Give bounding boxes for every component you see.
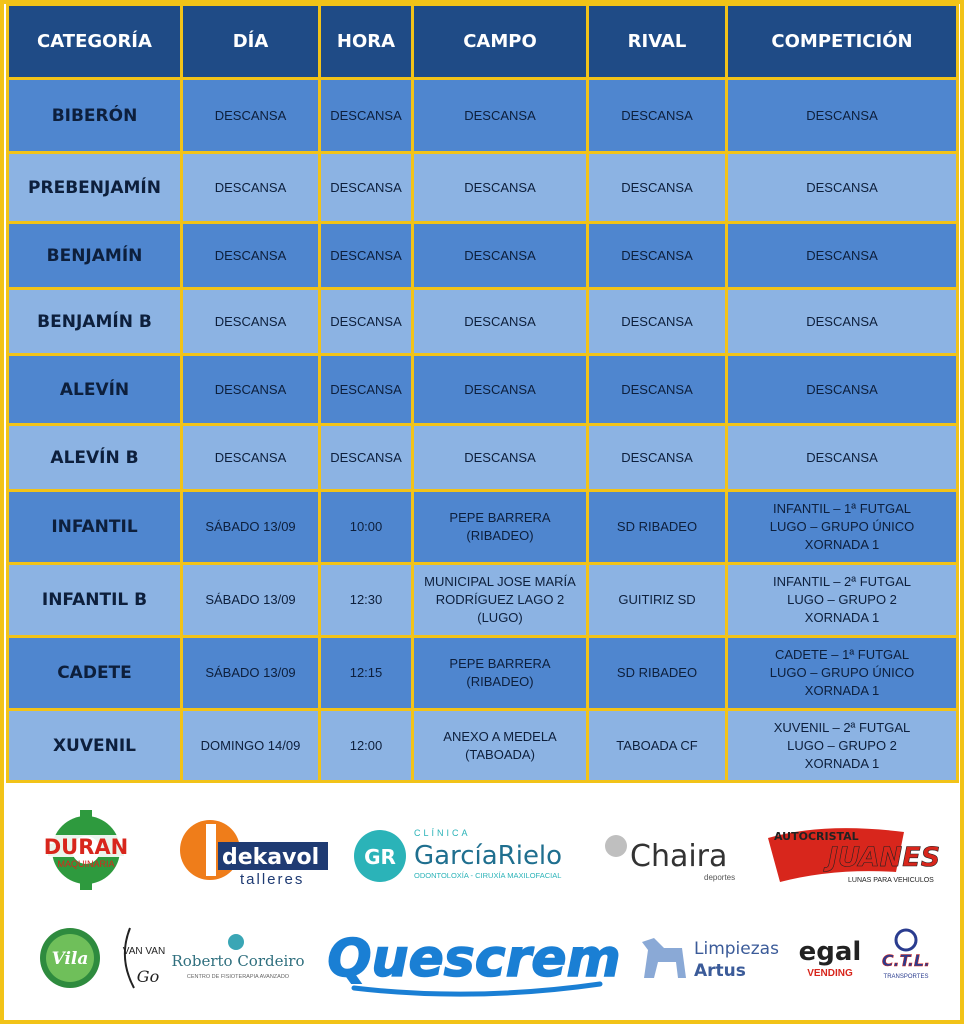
dekavol-sub: talleres [240, 871, 305, 888]
cell-campo-line: (LUGO) [477, 610, 523, 625]
garcia-rielo-top: CLÍNICA [414, 828, 471, 838]
cell-competicion: DESCANSA [727, 79, 958, 153]
cell-rival: DESCANSA [588, 223, 727, 289]
cell-hora: DESCANSA [320, 153, 413, 223]
header-competicion: COMPETICIÓN [727, 5, 958, 79]
cell-dia: SÁBADO 13/09 [182, 637, 320, 710]
cell-categoria: INFANTIL B [8, 564, 182, 637]
vanvan-name: VAN VAN [122, 946, 166, 957]
header-hora: HORA [320, 5, 413, 79]
cell-competicion: DESCANSA [727, 153, 958, 223]
cell-dia: DOMINGO 14/09 [182, 710, 320, 782]
table-row [8, 355, 958, 425]
cell-competicion [727, 710, 958, 782]
cell-competicion: DESCANSA [727, 355, 958, 425]
juanes-sub: LUNAS PARA VEHICULOS [848, 877, 934, 884]
schedule-body [8, 79, 958, 782]
cell-campo-line: (RIBADEO) [466, 674, 534, 689]
cell-campo-line: PEPE BARRERA [449, 510, 551, 525]
cell-dia: SÁBADO 13/09 [182, 491, 320, 564]
cell-categoria: INFANTIL [8, 491, 182, 564]
duran-sub: MAQUINARIA [57, 859, 115, 869]
cell-dia: DESCANSA [182, 425, 320, 491]
cell-competicion-line: INFANTIL – 2ª FUTGAL [773, 574, 911, 589]
table-row [8, 564, 958, 637]
cell-campo: DESCANSA [413, 153, 588, 223]
duran-logo [34, 810, 138, 890]
header-row [8, 5, 958, 79]
cell-categoria: BENJAMÍN [8, 223, 182, 289]
svg-text:GR: GR [364, 845, 396, 869]
cell-competicion [727, 564, 958, 637]
cell-categoria: ALEVÍN B [8, 425, 182, 491]
cell-campo [413, 564, 588, 637]
cell-rival: DESCANSA [588, 355, 727, 425]
cordeiro-logo [172, 932, 304, 984]
artus-line1: Limpiezas [694, 939, 779, 959]
cell-campo: DESCANSA [413, 289, 588, 355]
table-row [8, 223, 958, 289]
cell-hora: DESCANSA [320, 355, 413, 425]
quescrem-logo [324, 914, 624, 1004]
cell-campo [413, 710, 588, 782]
juanes-logo [764, 820, 940, 890]
dekavol-name: dekavol [222, 845, 320, 870]
ctl-name: C.T.L. [881, 951, 931, 970]
cell-competicion-line: CADETE – 1ª FUTGAL [774, 647, 910, 662]
cell-categoria: CADETE [8, 637, 182, 710]
table-row [8, 79, 958, 153]
cell-rival: DESCANSA [588, 153, 727, 223]
chaira-sub: deportes [704, 873, 736, 882]
cell-rival: TABOADA CF [588, 710, 727, 782]
cell-dia: DESCANSA [182, 289, 320, 355]
cell-rival: DESCANSA [588, 79, 727, 153]
cell-competicion: DESCANSA [727, 425, 958, 491]
cell-rival: DESCANSA [588, 289, 727, 355]
cell-rival: SD RIBADEO [588, 637, 727, 710]
header-categoria: CATEGORÍA [8, 5, 182, 79]
cell-categoria: BENJAMÍN B [8, 289, 182, 355]
cell-competicion [727, 637, 958, 710]
cell-hora: DESCANSA [320, 425, 413, 491]
header-campo: CAMPO [413, 5, 588, 79]
cell-campo-line: ANEXO A MEDELA [443, 728, 557, 744]
cell-campo: DESCANSA [413, 355, 588, 425]
egal-name: egal [798, 937, 862, 967]
cordeiro-name: Roberto Cordeiro [172, 952, 304, 970]
cell-competicion-line: LUGO – GRUPO ÚNICO [769, 519, 915, 534]
garcia-rielo-name: GarcíaRielo [414, 841, 563, 871]
duran-name: DURAN [43, 835, 129, 859]
cell-campo [413, 637, 588, 710]
cell-hora: 10:00 [320, 491, 413, 564]
egal-logo [794, 930, 866, 982]
cell-campo-line: (RIBADEO) [466, 528, 534, 543]
cell-categoria: BIBERÓN [8, 79, 182, 153]
table-row [8, 637, 958, 710]
table-row [8, 153, 958, 223]
cell-campo-line: (TABOADA) [465, 746, 535, 762]
cell-dia: DESCANSA [182, 153, 320, 223]
cell-hora: DESCANSA [320, 79, 413, 153]
cell-competicion-line: LUGO – GRUPO 2 [787, 592, 897, 607]
garcia-rielo-sub: ODONTOLOXÍA - CIRUXÍA MAXILOFACIAL [414, 871, 562, 880]
artus-logo [638, 928, 788, 984]
cordeiro-sub: CENTRO DE FISIOTERAPIA AVANZADO [186, 974, 290, 980]
header-dia: DÍA [182, 5, 320, 79]
cell-competicion: DESCANSA [727, 289, 958, 355]
table-row [8, 289, 958, 355]
table-row [8, 491, 958, 564]
egal-sub: VENDING [807, 968, 853, 979]
artus-line2: Artus [694, 961, 746, 981]
cell-campo: DESCANSA [413, 223, 588, 289]
schedule-table [6, 3, 959, 783]
cell-dia: SÁBADO 13/09 [182, 564, 320, 637]
cell-competicion: DESCANSA [727, 223, 958, 289]
cell-competicion-line: XUVENIL – 2ª FUTGAL [773, 719, 911, 735]
dekavol-logo [178, 818, 328, 888]
vila-name: Vila [51, 949, 89, 969]
ctl-logo [870, 926, 944, 986]
cell-categoria: ALEVÍN [8, 355, 182, 425]
cell-competicion-line: LUGO – GRUPO 2 [787, 737, 897, 753]
quescrem-name: Quescrem [327, 929, 621, 989]
cell-dia: DESCANSA [182, 223, 320, 289]
sponsors-panel [8, 790, 956, 1018]
cell-competicion-line: XORNADA 1 [804, 610, 880, 625]
cell-dia: DESCANSA [182, 79, 320, 153]
cell-hora: 12:00 [320, 710, 413, 782]
vanvan-sub: Go [136, 967, 160, 986]
cell-categoria: XUVENIL [8, 710, 182, 782]
vanvan-logo [112, 920, 172, 996]
cell-hora: DESCANSA [320, 223, 413, 289]
cell-campo [413, 491, 588, 564]
cell-competicion-line: INFANTIL – 1ª FUTGAL [773, 501, 911, 516]
cell-campo-line: MUNICIPAL JOSE MARÍA [424, 574, 576, 589]
cell-campo-line: RODRÍGUEZ LAGO 2 [435, 592, 565, 607]
ctl-sub: TRANSPORTES [883, 974, 929, 980]
cell-competicion-line: XORNADA 1 [804, 537, 880, 552]
juanes-name: JUANES [828, 842, 940, 873]
cell-competicion-line: LUGO – GRUPO ÚNICO [769, 665, 915, 680]
cell-rival: DESCANSA [588, 425, 727, 491]
garcia-rielo-logo [352, 824, 587, 886]
juanes-top: AUTOCRISTAL [774, 830, 859, 843]
chaira-logo [600, 828, 740, 884]
cell-categoria: PREBENJAMÍN [8, 153, 182, 223]
cell-competicion-line: XORNADA 1 [804, 683, 880, 698]
cell-campo-line: PEPE BARRERA [449, 656, 551, 671]
cell-hora: 12:30 [320, 564, 413, 637]
cell-hora: 12:15 [320, 637, 413, 710]
chaira-name: Chaira [630, 839, 728, 874]
table-row [8, 425, 958, 491]
cell-dia: DESCANSA [182, 355, 320, 425]
cell-hora: DESCANSA [320, 289, 413, 355]
cell-campo: DESCANSA [413, 79, 588, 153]
cell-rival: SD RIBADEO [588, 491, 727, 564]
table-row [8, 710, 958, 782]
cell-competicion [727, 491, 958, 564]
cell-campo: DESCANSA [413, 425, 588, 491]
cell-rival: GUITIRIZ SD [588, 564, 727, 637]
vila-logo [36, 926, 104, 990]
header-rival: RIVAL [588, 5, 727, 79]
cell-competicion-line: XORNADA 1 [804, 755, 880, 771]
